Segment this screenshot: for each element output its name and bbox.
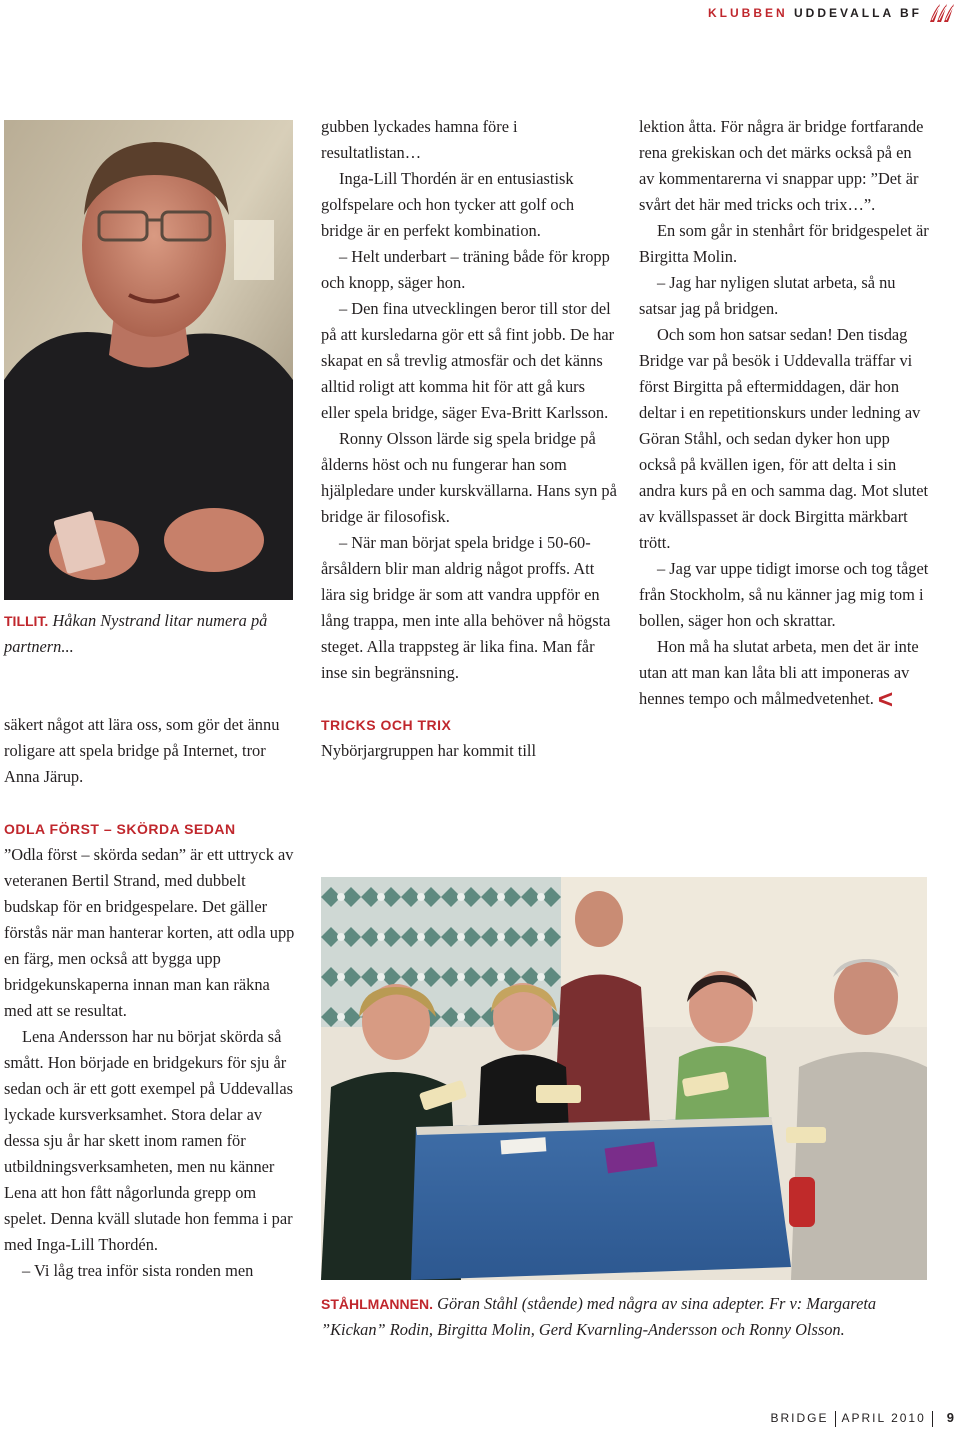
- col2-paragraph-2: Inga-Lill Thordén är en entusiastisk golfspelare och hon tycker att golf och bridge är en perfekt kombination.: [321, 169, 575, 240]
- col3-paragraph-6: [639, 634, 929, 712]
- footer-issue: APRIL 2010: [841, 1411, 926, 1425]
- portrait-caption: [4, 608, 293, 660]
- portrait-photo: [4, 120, 293, 600]
- col2-paragraph-6: – När man börjat spela bridge i 50-60-årsåldern blir man aldrig något proffs. Att lära sig bridge är som att vandra uppför en lång trappa, men inte alla behöver nå högsta steget. Alla trappsteg är lika fina. Man får inse sin begränsning.: [321, 533, 611, 682]
- header-section: KLUBBEN: [707, 6, 788, 20]
- col1-paragraph-1: säkert något att lära oss, som gör det ännu roligare att spela bridge på Internet, tror Anna Järup.: [4, 715, 280, 786]
- col3-paragraph-2: En som går in stenhårt för bridgespelet är Birgitta Molin.: [639, 221, 929, 266]
- footer-divider: [932, 1411, 933, 1427]
- col1-paragraph-3: Lena Andersson har nu börjat skörda så smått. Hon började en bridgekurs för sju år sedan och är ett gott exempel på Uddevallas lyckade kursverksamhet. Stora delar av dessa sju år har skett inom ramen för utbildningsverksamheten, men nu känner Lena att hon fått någorlunda grepp om spelet. Denna kväll slutade hon femma i par med Inga-Lill Thordén.: [4, 1027, 294, 1254]
- portrait-caption-label: TILLIT.: [4, 613, 49, 629]
- col1-paragraph-4: – Vi låg trea inför sista ronden men: [22, 1261, 254, 1280]
- col3-paragraph-6-text: Hon må ha slutat arbeta, men det är inte utan att man kan låta bli att imponeras av hennes tempo och målmedvetenhet.: [639, 637, 919, 708]
- col3-paragraph-4: Och som hon satsar sedan! Den tisdag Bridge var på besök i Uddevalla träffar vi först Birgitta på eftermiddagen, där hon deltar i en repetitionskurs under ledning av Göran Ståhl, och sedan dyker hon upp också på kvällen igen, för att delta i sin andra kurs på en och samma dag. Mot slutet av kvällspasset är dock Birgitta märkbart trött.: [639, 325, 929, 552]
- group-caption-label: STÅHLMANNEN.: [321, 1296, 433, 1312]
- col3-paragraph-3: – Jag har nyligen slutat arbeta, så nu satsar jag på bridgen.: [639, 273, 896, 318]
- club-logo-icon: [926, 0, 956, 26]
- page-number: 9: [946, 1410, 954, 1425]
- subheading-odla-forst: ODLA FÖRST – SKÖRDA SEDAN: [4, 821, 236, 837]
- header-club: UDDEVALLA BF: [794, 6, 922, 20]
- group-photo: [321, 877, 927, 1280]
- article-column-3: [639, 114, 929, 712]
- article-column-1: [4, 712, 296, 1284]
- end-mark-icon: <: [877, 684, 894, 714]
- footer-divider: [835, 1411, 836, 1427]
- col2-paragraph-1: gubben lyckades hamna före i resultatlistan…: [321, 117, 518, 162]
- subheading-tricks-och-trix: TRICKS OCH TRIX: [321, 717, 452, 733]
- group-caption: [321, 1291, 927, 1343]
- col3-paragraph-1: lektion åtta. För några är bridge fortfarande rena grekiskan och det märks också på en av kommentarerna vi snappar upp: ”Det är svårt det här med tricks och trix…”.: [639, 117, 924, 214]
- col2-paragraph-5: Ronny Olsson lärde sig spela bridge på ålderns höst och nu fungerar han som hjälpledare under kurskvällarna. Hans syn på bridge är filosofisk.: [321, 429, 617, 526]
- col2-paragraph-3: – Helt underbart – träning både för kropp och knopp, säger hon.: [321, 247, 610, 292]
- col2-paragraph-4: – Den fina utvecklingen beror till stor del på att kursledarna gör ett så fint jobb. De har skapat en så trevlig atmosfär och det känns alltid roligt att komma hit för att gå kurs eller spela bridge, säger Eva-Britt Karlsson.: [321, 299, 615, 422]
- col3-paragraph-5: – Jag var uppe tidigt imorse och tog tåget från Stockholm, så nu känner jag mig tom i bollen, säger hon och skrattar.: [639, 559, 929, 630]
- page-footer: [770, 1410, 954, 1427]
- col2-paragraph-7: Nybörjargruppen har kommit till: [321, 741, 537, 760]
- group-caption-text: Göran Ståhl (stående) med några av sina adepter. Fr v: Margareta ”Kickan” Rodin, Birgitta Molin, Gerd Kvarnling-Andersson och Ronny Olsson.: [321, 1294, 877, 1339]
- portrait-caption-text: Håkan Nystrand litar numera på partnern...: [4, 611, 268, 656]
- col1-paragraph-2: ”Odla först – skörda sedan” är ett uttryck av veteranen Bertil Strand, med dubbelt budskap för en bridgespelare. Det gäller förstås när man hanterar korten, att odla upp en färg, men också att bygga upp bridgekunskaperna innan man kan räkna med att se resultat.: [4, 845, 295, 1020]
- article-column-2: [321, 114, 617, 764]
- page-header: [708, 6, 922, 20]
- footer-magazine: BRIDGE: [770, 1411, 829, 1425]
